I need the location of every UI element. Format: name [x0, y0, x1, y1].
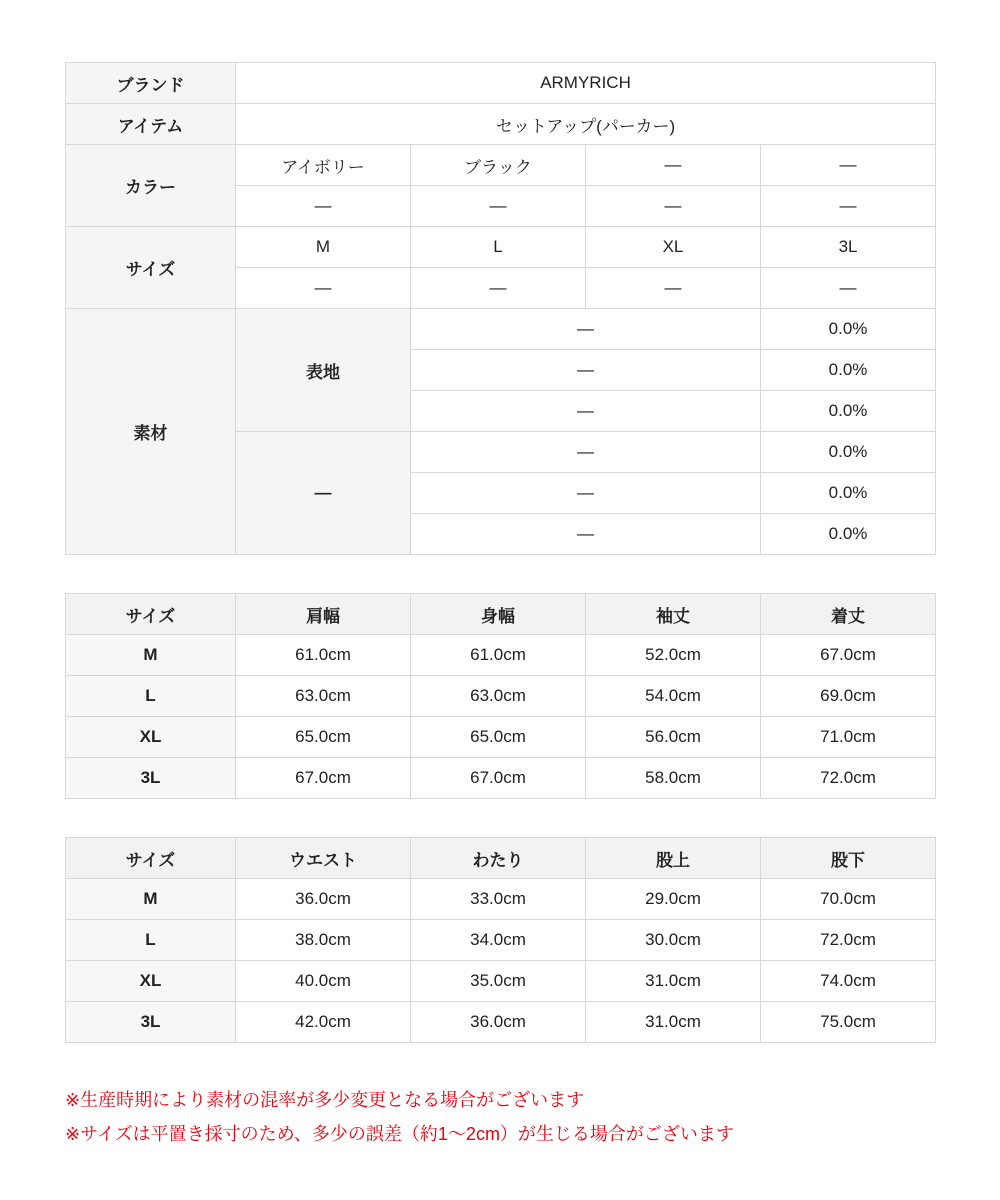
- cell-value: 67.0cm: [236, 758, 411, 799]
- color-option: ブラック: [411, 145, 586, 186]
- row-size-label: L: [66, 676, 236, 717]
- cell-value: 63.0cm: [411, 676, 586, 717]
- material-group-name: —: [236, 432, 411, 555]
- table-row: [66, 145, 936, 186]
- cell-value: 34.0cm: [411, 920, 586, 961]
- row-size-label: 3L: [66, 758, 236, 799]
- material-percent: 0.0%: [761, 350, 936, 391]
- table-row: [66, 920, 936, 961]
- color-option: —: [586, 186, 761, 227]
- cell-value: 30.0cm: [586, 920, 761, 961]
- column-header-waist: ウエスト: [236, 838, 411, 879]
- row-size-label: XL: [66, 961, 236, 1002]
- cell-value: 31.0cm: [586, 961, 761, 1002]
- table-row: [66, 63, 936, 104]
- spec-value-brand: ARMYRICH: [236, 63, 936, 104]
- cell-value: 61.0cm: [236, 635, 411, 676]
- cell-value: 63.0cm: [236, 676, 411, 717]
- column-header-sleeve: 袖丈: [586, 594, 761, 635]
- column-header-size: サイズ: [66, 838, 236, 879]
- color-option: —: [761, 145, 936, 186]
- material-percent: 0.0%: [761, 309, 936, 350]
- cell-value: 36.0cm: [236, 879, 411, 920]
- size-option: —: [411, 268, 586, 309]
- color-option: アイボリー: [236, 145, 411, 186]
- color-option: —: [586, 145, 761, 186]
- column-header-size: サイズ: [66, 594, 236, 635]
- table-row: [66, 879, 936, 920]
- column-header-thigh: わたり: [411, 838, 586, 879]
- material-name: —: [411, 514, 761, 555]
- cell-value: 40.0cm: [236, 961, 411, 1002]
- cell-value: 67.0cm: [411, 758, 586, 799]
- cell-value: 33.0cm: [411, 879, 586, 920]
- material-percent: 0.0%: [761, 473, 936, 514]
- row-size-label: 3L: [66, 1002, 236, 1043]
- table-row: [66, 961, 936, 1002]
- material-name: —: [411, 391, 761, 432]
- spec-label-color: カラー: [66, 145, 236, 227]
- disclaimer-notes: [65, 1083, 935, 1151]
- cell-value: 58.0cm: [586, 758, 761, 799]
- material-name: —: [411, 432, 761, 473]
- cell-value: 31.0cm: [586, 1002, 761, 1043]
- table-header-row: [66, 594, 936, 635]
- table-row: [66, 676, 936, 717]
- tops-measurement-table: [65, 593, 936, 799]
- size-option: L: [411, 227, 586, 268]
- cell-value: 69.0cm: [761, 676, 936, 717]
- spec-label-brand: ブランド: [66, 63, 236, 104]
- material-percent: 0.0%: [761, 432, 936, 473]
- bottoms-measurement-table: [65, 837, 936, 1043]
- cell-value: 38.0cm: [236, 920, 411, 961]
- cell-value: 71.0cm: [761, 717, 936, 758]
- size-option: XL: [586, 227, 761, 268]
- size-option: —: [586, 268, 761, 309]
- table-row: [66, 1002, 936, 1043]
- color-option: —: [236, 186, 411, 227]
- size-option: —: [236, 268, 411, 309]
- table-row: [66, 227, 936, 268]
- table-row: [66, 309, 936, 350]
- size-option: —: [761, 268, 936, 309]
- column-header-chest: 身幅: [411, 594, 586, 635]
- color-option: —: [761, 186, 936, 227]
- table-header-row: [66, 838, 936, 879]
- cell-value: 72.0cm: [761, 758, 936, 799]
- cell-value: 29.0cm: [586, 879, 761, 920]
- column-header-shoulder: 肩幅: [236, 594, 411, 635]
- cell-value: 54.0cm: [586, 676, 761, 717]
- table-row: [66, 717, 936, 758]
- size-option: 3L: [761, 227, 936, 268]
- cell-value: 70.0cm: [761, 879, 936, 920]
- note-material-ratio: ※生産時期により素材の混率が多少変更となる場合がございます: [65, 1090, 585, 1110]
- row-size-label: L: [66, 920, 236, 961]
- cell-value: 52.0cm: [586, 635, 761, 676]
- table-row: [66, 758, 936, 799]
- row-size-label: XL: [66, 717, 236, 758]
- product-spec-table: [65, 62, 936, 555]
- column-header-inseam: 股下: [761, 838, 936, 879]
- cell-value: 42.0cm: [236, 1002, 411, 1043]
- cell-value: 65.0cm: [236, 717, 411, 758]
- note-measurement-tolerance: ※サイズは平置き採寸のため、多少の誤差（約1〜2cm）が生じる場合がございます: [65, 1124, 734, 1145]
- spec-label-material: 素材: [66, 309, 236, 555]
- material-percent: 0.0%: [761, 391, 936, 432]
- material-name: —: [411, 309, 761, 350]
- cell-value: 61.0cm: [411, 635, 586, 676]
- cell-value: 67.0cm: [761, 635, 936, 676]
- material-group-name: 表地: [236, 309, 411, 432]
- column-header-rise: 股上: [586, 838, 761, 879]
- row-size-label: M: [66, 635, 236, 676]
- cell-value: 75.0cm: [761, 1002, 936, 1043]
- material-name: —: [411, 473, 761, 514]
- column-header-length: 着丈: [761, 594, 936, 635]
- color-option: —: [411, 186, 586, 227]
- material-percent: 0.0%: [761, 514, 936, 555]
- row-size-label: M: [66, 879, 236, 920]
- cell-value: 74.0cm: [761, 961, 936, 1002]
- cell-value: 35.0cm: [411, 961, 586, 1002]
- table-row: [66, 104, 936, 145]
- cell-value: 36.0cm: [411, 1002, 586, 1043]
- spec-label-item: アイテム: [66, 104, 236, 145]
- size-option: M: [236, 227, 411, 268]
- cell-value: 72.0cm: [761, 920, 936, 961]
- material-name: —: [411, 350, 761, 391]
- cell-value: 56.0cm: [586, 717, 761, 758]
- cell-value: 65.0cm: [411, 717, 586, 758]
- table-row: [66, 635, 936, 676]
- spec-label-size: サイズ: [66, 227, 236, 309]
- spec-value-item: セットアップ(パーカー): [236, 104, 936, 145]
